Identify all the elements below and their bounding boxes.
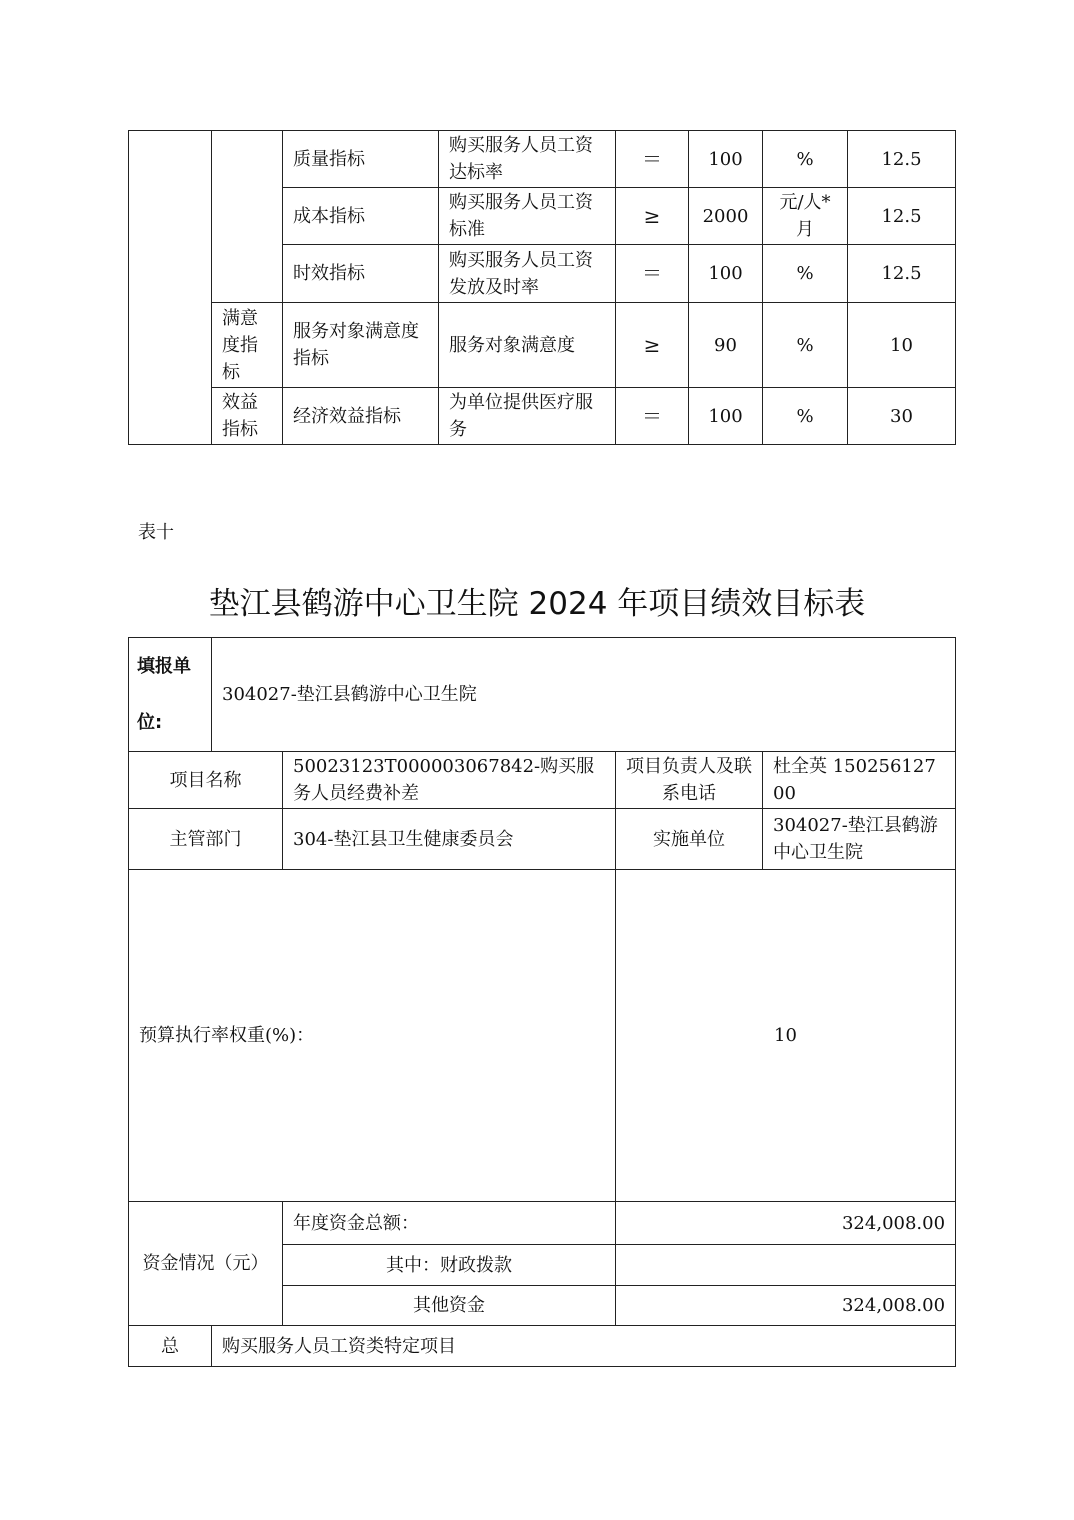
contact-value: 杜全英 15025612700 <box>763 752 956 809</box>
weight: 12.5 <box>848 245 956 303</box>
indicator-name: 购买服务人员工资标准 <box>439 188 616 245</box>
table-row <box>129 752 956 809</box>
table-row <box>129 131 956 188</box>
target-value: 90 <box>689 303 763 388</box>
weight: 12.5 <box>848 188 956 245</box>
table-row <box>129 1326 956 1367</box>
impl-value: 304027-垫江县鹤游中心卫生院 <box>763 809 956 870</box>
operator: ≥ <box>616 303 689 388</box>
unit: % <box>763 245 848 303</box>
funds-label: 资金情况（元） <box>129 1202 283 1326</box>
table-row <box>129 1202 956 1245</box>
level2-cell: 满意度指标 <box>212 303 283 388</box>
budget-rate-label: 预算执行率权重(%)： <box>129 870 616 1202</box>
project-form-table <box>128 637 956 1367</box>
target-value: 100 <box>689 131 763 188</box>
annual-total-value: 324,008.00 <box>616 1202 956 1245</box>
table-row <box>129 870 956 1202</box>
unit: % <box>763 388 848 445</box>
operator: ≥ <box>616 188 689 245</box>
other-label: 其他资金 <box>283 1286 616 1326</box>
page-title: 垫江县鹤游中心卫生院 2024 年项目绩效目标表 <box>208 586 866 622</box>
annual-total-label: 年度资金总额： <box>283 1202 616 1245</box>
weight: 30 <box>848 388 956 445</box>
operator: ＝ <box>616 131 689 188</box>
level2-cell: 效益指标 <box>212 388 283 445</box>
dept-value: 304-垫江县卫生健康委员会 <box>283 809 616 870</box>
target-value: 100 <box>689 245 763 303</box>
indicator-name: 服务对象满意度 <box>439 303 616 388</box>
impl-label: 实施单位 <box>616 809 763 870</box>
unit: 元/人*月 <box>763 188 848 245</box>
weight: 10 <box>848 303 956 388</box>
target-value: 100 <box>689 388 763 445</box>
table-row <box>129 809 956 870</box>
indicator-table <box>128 130 956 445</box>
level3-cell: 成本指标 <box>283 188 439 245</box>
fiscal-value <box>616 1245 956 1286</box>
unit-label: 填报单位: <box>129 638 212 752</box>
level2-cell <box>212 131 283 303</box>
level3-cell: 质量指标 <box>283 131 439 188</box>
unit: % <box>763 303 848 388</box>
contact-label: 项目负责人及联系电话 <box>616 752 763 809</box>
fiscal-label: 其中：财政拨款 <box>283 1245 616 1286</box>
total-label: 总 <box>129 1326 212 1367</box>
project-name-value: 50023123T000003067842-购买服务人员经费补差 <box>283 752 616 809</box>
level3-cell: 时效指标 <box>283 245 439 303</box>
operator: ＝ <box>616 245 689 303</box>
total-value: 购买服务人员工资类特定项目 <box>212 1326 956 1367</box>
table-row <box>129 303 956 388</box>
target-value: 2000 <box>689 188 763 245</box>
unit-value: 304027-垫江县鹤游中心卫生院 <box>212 638 956 752</box>
level3-cell: 经济效益指标 <box>283 388 439 445</box>
indicator-name: 购买服务人员工资发放及时率 <box>439 245 616 303</box>
project-name-label: 项目名称 <box>129 752 283 809</box>
operator: ＝ <box>616 388 689 445</box>
indicator-name: 购买服务人员工资达标率 <box>439 131 616 188</box>
weight: 12.5 <box>848 131 956 188</box>
table-row <box>129 388 956 445</box>
other-value: 324,008.00 <box>616 1286 956 1326</box>
unit: % <box>763 131 848 188</box>
budget-rate-value: 10 <box>616 870 956 1202</box>
dept-label: 主管部门 <box>129 809 283 870</box>
level1-cell <box>129 131 212 445</box>
table-row <box>129 638 956 752</box>
level3-cell: 服务对象满意度指标 <box>283 303 439 388</box>
table-label: 表十 <box>138 522 174 543</box>
indicator-name: 为单位提供医疗服务 <box>439 388 616 445</box>
